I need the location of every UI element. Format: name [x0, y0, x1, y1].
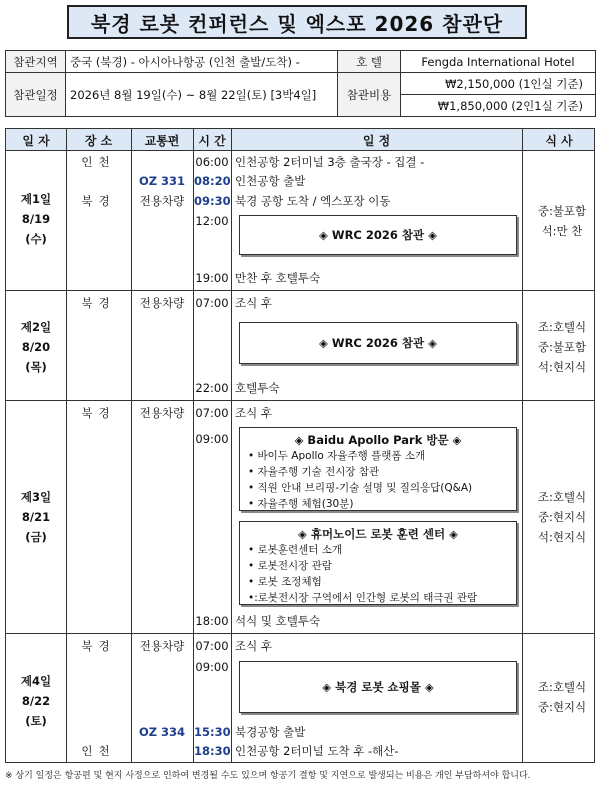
list-item: • 로봇전시장 관람 — [248, 560, 332, 572]
day3-meals — [528, 487, 596, 547]
meal-dinner: 석:만 찬 — [541, 224, 583, 238]
event-title: ◈ 북경 로봇 쇼핑몰 ◈ — [322, 680, 434, 694]
title-text: 북경 로봇 컨퍼런스 및 엑스포 2026 참관단 — [90, 11, 504, 36]
day3-time: 18:00 — [195, 614, 229, 628]
day4-activity: 인천공항 2터미널 도착 후 -해산- — [235, 744, 399, 758]
day1-flight: OZ 331 — [138, 174, 186, 188]
period-value: 2026년 8월 19일(수) ~ 8월 22일(토) [3박4일] — [66, 73, 338, 117]
region-label: 참관지역 — [6, 51, 66, 73]
header-day: 일 자 — [22, 134, 50, 148]
day4-time: 09:00 — [195, 660, 229, 674]
humanoid-item-list — [240, 542, 516, 606]
meal-dinner: 석:현지식 — [537, 360, 587, 374]
day-number: 제2일 — [20, 320, 52, 334]
day4-activity: 북경공항 출발 — [235, 725, 306, 739]
day-date: 8/20 — [21, 340, 51, 354]
event-title: ◈ WRC 2026 참관 ◈ — [319, 228, 437, 242]
col-divider — [231, 129, 232, 762]
day1-activity: 인천공항 2터미널 3층 출국장 - 집결 - — [235, 155, 425, 169]
day4-label — [6, 671, 66, 731]
baidu-item-list — [240, 448, 516, 512]
day3-time: 07:00 — [195, 406, 229, 420]
day1-meals — [528, 201, 596, 241]
day4-meals — [528, 677, 596, 717]
day2-time: 07:00 — [195, 296, 229, 310]
day-weekday: (목) — [25, 360, 47, 374]
day3-baidu-box — [239, 427, 517, 511]
list-item: • 자율주행 기술 전시장 참관 — [248, 466, 380, 478]
day4-place-beijing: 북경 — [81, 639, 116, 653]
day3-activity: 석식 및 호텔투숙 — [235, 614, 321, 628]
day1-activity: 인천공항 출발 — [235, 174, 306, 188]
day3-transport: 전용차량 — [139, 406, 185, 420]
schedule-table — [5, 128, 595, 763]
day3-time: 09:00 — [195, 432, 229, 446]
day1-time: 06:00 — [195, 155, 229, 169]
col-divider — [522, 129, 523, 762]
day4-transport: 전용차량 — [139, 639, 185, 653]
day2-place: 북경 — [81, 296, 116, 310]
footnote: ※ 상기 일정은 항공편 및 현지 사정으로 인하여 변경될 수도 있으며 항공기 결항 및 지연으로 발생되는 비용은 개인 부담하셔야 합니다. — [5, 771, 531, 781]
header-meal: 식 사 — [545, 134, 573, 148]
event-title: ◈ WRC 2026 참관 ◈ — [319, 336, 437, 350]
day1-activity: 만찬 후 호텔투숙 — [235, 271, 321, 285]
day1-transport: 전용차량 — [139, 194, 185, 208]
meal-breakfast: 조:호텔식 — [537, 680, 587, 694]
day3-label — [6, 487, 66, 547]
header-transport: 교통편 — [144, 134, 180, 148]
meal-lunch: 중:현지식 — [537, 700, 587, 714]
day1-label — [6, 189, 66, 249]
period-label: 참관일정 — [6, 73, 66, 117]
day-date: 8/19 — [21, 212, 51, 226]
day-weekday: (금) — [25, 530, 47, 544]
day-date: 8/22 — [21, 694, 51, 708]
header-time: 시 간 — [198, 134, 226, 148]
list-item: • 로봇훈련센터 소개 — [248, 544, 343, 556]
list-item: • 로봇 조정체험 — [248, 576, 322, 588]
day1-place-beijing: 북경 — [81, 194, 116, 208]
day1-place-incheon: 인천 — [81, 155, 116, 169]
meal-lunch: 중:현지식 — [537, 510, 587, 524]
day-number: 제3일 — [20, 490, 52, 504]
day1-time: 08:20 — [194, 174, 231, 188]
day2-transport: 전용차량 — [139, 296, 185, 310]
day4-place-incheon: 인천 — [81, 744, 116, 758]
row-divider — [6, 400, 594, 401]
day-number: 제4일 — [20, 674, 52, 688]
header-schedule: 일 정 — [362, 134, 391, 148]
day1-time: 12:00 — [195, 214, 229, 228]
col-divider — [66, 129, 67, 762]
cost-label: 참관비용 — [338, 73, 401, 117]
list-item: • 직원 안내 브리핑-기술 설명 및 질의응답(Q&A) — [248, 482, 473, 494]
cost-single: ₩2,150,000 (1인실 기준) — [401, 73, 596, 95]
day3-place: 북경 — [81, 406, 116, 420]
day-date: 8/21 — [21, 510, 51, 524]
day2-activity: 조식 후 — [235, 296, 272, 310]
list-item: •:로봇전시장 구역에서 인간형 로봇의 태극권 관람 — [248, 592, 478, 604]
day3-activity: 조식 후 — [235, 406, 272, 420]
day4-time: 18:30 — [194, 744, 231, 758]
hotel-label: 호 텔 — [338, 51, 401, 73]
day2-time: 22:00 — [195, 381, 229, 395]
day-number: 제1일 — [20, 192, 52, 206]
region-value: 중국 (북경) - 아시아나항공 (인천 출발/도착) - — [66, 51, 338, 73]
page-title — [67, 5, 527, 39]
event-title: ◈ Baidu Apollo Park 방문 ◈ — [294, 433, 462, 447]
col-divider — [131, 129, 132, 762]
day1-time: 19:00 — [195, 271, 229, 285]
meal-dinner: 석:현지식 — [537, 530, 587, 544]
day2-activity: 호텔투숙 — [235, 381, 280, 395]
row-divider — [6, 290, 594, 291]
cost-double: ₩1,850,000 (2인1실 기준) — [401, 95, 596, 117]
event-title: ◈ 휴머노이드 로봇 훈련 센터 ◈ — [298, 527, 458, 541]
day4-time: 15:30 — [194, 725, 231, 739]
day1-activity: 북경 공항 도착 / 엑스포장 이동 — [235, 194, 391, 208]
day4-event-box — [239, 661, 517, 713]
list-item: • 바이두 Apollo 자율주행 플랫폼 소개 — [248, 450, 426, 462]
list-item: • 자율주행 체험(30분) — [248, 498, 354, 510]
day-weekday: (토) — [25, 714, 47, 728]
day1-event-box — [239, 215, 517, 255]
day2-label — [6, 317, 66, 377]
hotel-value: Fengda International Hotel — [401, 51, 596, 73]
header-place: 장 소 — [84, 134, 113, 148]
row-divider — [6, 633, 594, 634]
day4-flight: OZ 334 — [138, 725, 186, 739]
day1-time: 09:30 — [194, 194, 231, 208]
day2-event-box — [239, 322, 517, 364]
day-weekday: (수) — [25, 232, 47, 246]
meal-breakfast: 조:호텔식 — [537, 320, 587, 334]
meal-lunch: 중:불포함 — [537, 204, 587, 218]
day2-meals — [528, 317, 596, 377]
day4-time: 07:00 — [195, 639, 229, 653]
meal-lunch: 중:불포함 — [537, 340, 587, 354]
info-table — [5, 50, 596, 117]
day3-humanoid-box — [239, 521, 517, 605]
schedule-header — [6, 129, 594, 151]
day4-activity: 조식 후 — [235, 639, 272, 653]
meal-breakfast: 조:호텔식 — [537, 490, 587, 504]
